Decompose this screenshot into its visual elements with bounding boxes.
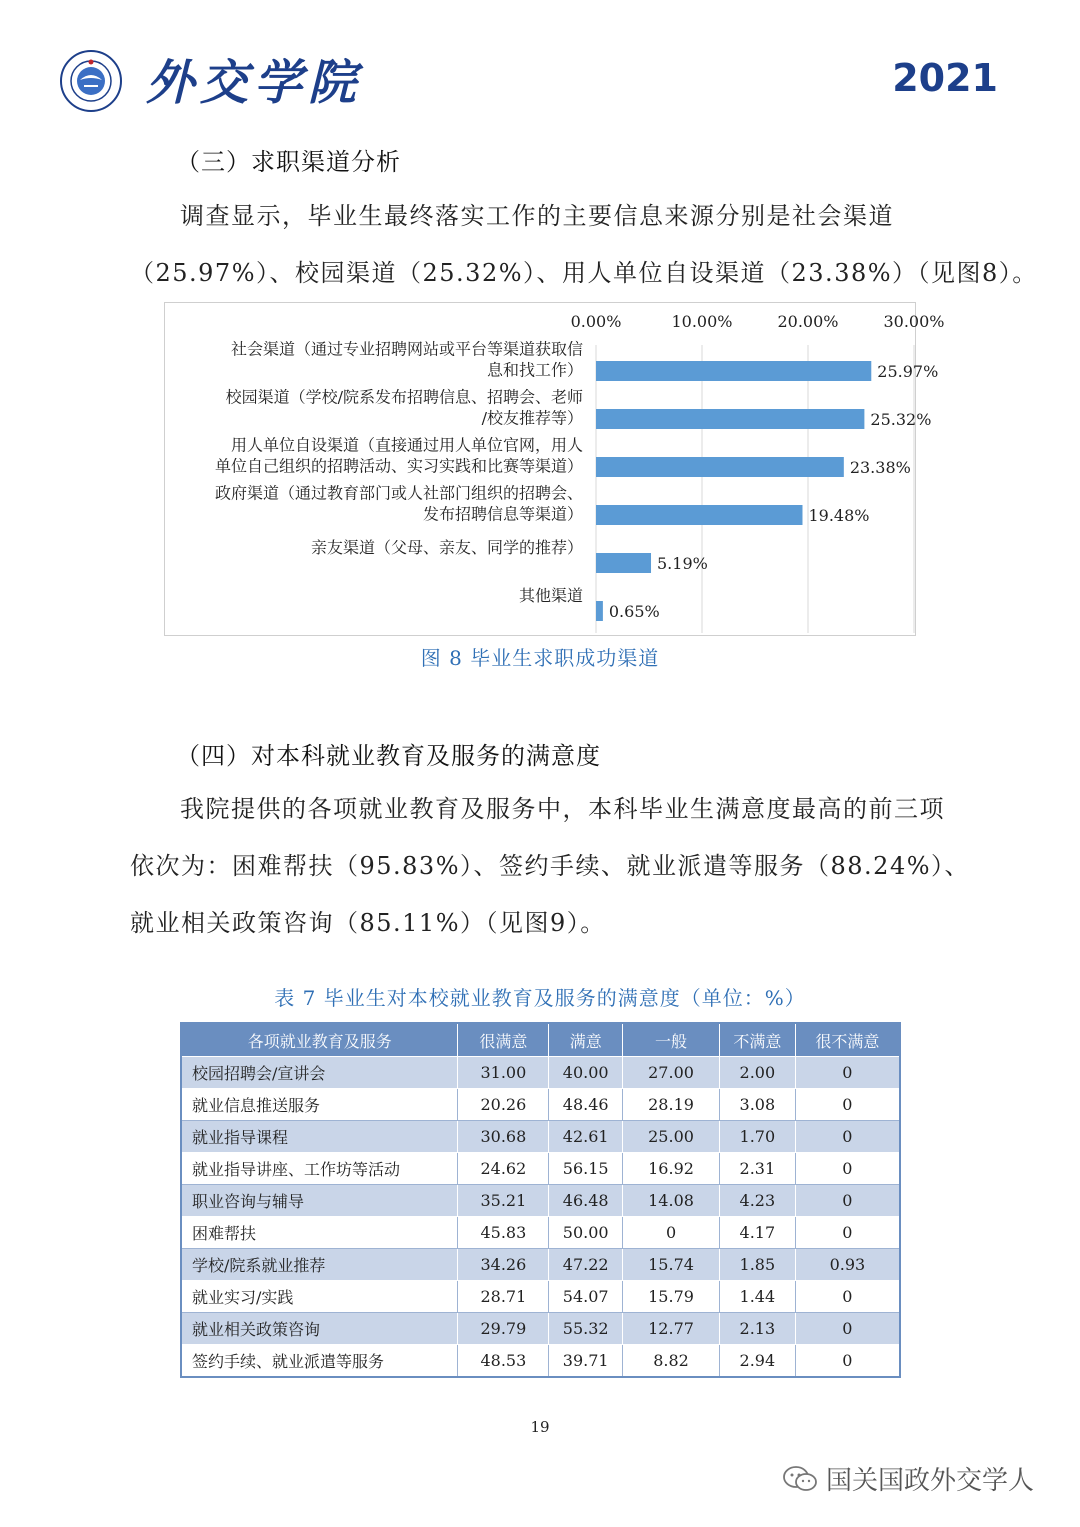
percentage-cell: 1.44: [719, 1281, 795, 1313]
percentage-cell: 0.93: [795, 1249, 900, 1281]
percentage-cell: 2.00: [719, 1057, 795, 1089]
service-name-cell: 校园招聘会/宣讲会: [181, 1057, 458, 1089]
percentage-cell: 39.71: [549, 1345, 623, 1378]
category-label: 社会渠道（通过专业招聘网站或平台等渠道获取信: [230, 339, 583, 359]
percentage-cell: 1.85: [719, 1249, 795, 1281]
bar: [596, 505, 802, 525]
table-row: [181, 1345, 900, 1378]
table-row: [181, 1281, 900, 1313]
percentage-cell: 0: [795, 1153, 900, 1185]
table-row: [181, 1057, 900, 1089]
percentage-cell: 2.94: [719, 1345, 795, 1378]
percentage-cell: 4.23: [719, 1185, 795, 1217]
percentage-cell: 0: [795, 1057, 900, 1089]
section4-paragraph: [130, 781, 971, 952]
service-name-cell: 签约手续、就业派遣等服务: [181, 1345, 458, 1378]
service-name-cell: 就业信息推送服务: [181, 1089, 458, 1121]
category-label: 其他渠道: [518, 586, 583, 605]
table-body: [181, 1057, 900, 1378]
percentage-cell: 48.53: [458, 1345, 549, 1378]
category-label: 发布招聘信息等渠道）: [422, 504, 583, 524]
university-brand: 外交学院: [146, 55, 363, 111]
percentage-cell: 46.48: [549, 1185, 623, 1217]
wechat-watermark: [782, 1460, 1034, 1497]
page-number: 19: [530, 1418, 550, 1436]
table-header-cell: 不满意: [719, 1023, 795, 1057]
percentage-cell: 15.79: [623, 1281, 720, 1313]
figure-8-caption: 图 8 毕业生求职成功渠道: [420, 646, 660, 670]
channel-bar-chart: [164, 302, 945, 636]
table-header-cell: 各项就业教育及服务: [181, 1023, 458, 1057]
table-header-cell: 一般: [623, 1023, 720, 1057]
percentage-cell: 15.74: [623, 1249, 720, 1281]
data-label: 5.19%: [657, 554, 708, 573]
university-seal-icon: [60, 50, 122, 112]
bar: [596, 409, 864, 429]
percentage-cell: 28.71: [458, 1281, 549, 1313]
percentage-cell: 16.92: [623, 1153, 720, 1185]
percentage-cell: 30.68: [458, 1121, 549, 1153]
percentage-cell: 4.17: [719, 1217, 795, 1249]
table-row: [181, 1153, 900, 1185]
data-label: 0.65%: [608, 602, 660, 621]
service-name-cell: 就业指导讲座、工作坊等活动: [181, 1153, 458, 1185]
bar: [596, 457, 844, 477]
chart-svg: [165, 303, 945, 637]
percentage-cell: 20.26: [458, 1089, 549, 1121]
table-header-cell: 很不满意: [795, 1023, 900, 1057]
table-row: [181, 1313, 900, 1345]
table-row: [181, 1121, 900, 1153]
percentage-cell: 28.19: [623, 1089, 720, 1121]
x-tick-label: 0.00%: [570, 312, 622, 331]
percentage-cell: 54.07: [549, 1281, 623, 1313]
percentage-cell: 45.83: [458, 1217, 549, 1249]
percentage-cell: 35.21: [458, 1185, 549, 1217]
data-label: 25.32%: [870, 410, 932, 429]
service-name-cell: 困难帮扶: [181, 1217, 458, 1249]
percentage-cell: 34.26: [458, 1249, 549, 1281]
table-row: [181, 1249, 900, 1281]
data-label: 23.38%: [849, 458, 911, 477]
percentage-cell: 55.32: [549, 1313, 623, 1345]
bar: [596, 601, 603, 621]
percentage-cell: 42.61: [549, 1121, 623, 1153]
section-heading-channels: （三）求职渠道分析: [176, 148, 401, 176]
category-label: 息和找工作）: [486, 360, 583, 380]
table-row: [181, 1089, 900, 1121]
percentage-cell: 24.62: [458, 1153, 549, 1185]
paragraph-line: 就业相关政策咨询（85.11%）（见图9）。: [130, 909, 606, 937]
percentage-cell: 0: [795, 1345, 900, 1378]
service-name-cell: 职业咨询与辅导: [181, 1185, 458, 1217]
percentage-cell: 0: [623, 1217, 720, 1249]
category-label: 用人单位自设渠道（直接通过用人单位官网，用人: [230, 435, 583, 455]
satisfaction-table: [180, 1022, 901, 1378]
percentage-cell: 27.00: [623, 1057, 720, 1089]
paragraph-line: （25.97%）、校园渠道（25.32%）、用人单位自设渠道（23.38%）（见图8）。: [130, 259, 1038, 287]
percentage-cell: 50.00: [549, 1217, 623, 1249]
bar: [596, 553, 651, 573]
percentage-cell: 31.00: [458, 1057, 549, 1089]
percentage-cell: 0: [795, 1281, 900, 1313]
percentage-cell: 25.00: [623, 1121, 720, 1153]
percentage-cell: 0: [795, 1089, 900, 1121]
percentage-cell: 0: [795, 1217, 900, 1249]
category-label: 单位自己组织的招聘活动、实习实践和比赛等渠道）: [214, 456, 583, 476]
service-name-cell: 就业指导课程: [181, 1121, 458, 1153]
table-header-cell: 很满意: [458, 1023, 549, 1057]
section-heading-satisfaction: （四）对本科就业教育及服务的满意度: [176, 742, 601, 770]
category-label: /校友推荐等）: [481, 408, 583, 428]
x-tick-label: 20.00%: [777, 312, 839, 331]
bar: [596, 361, 871, 381]
category-label: 亲友渠道（父母、亲友、同学的推荐）: [310, 538, 583, 557]
x-tick-label: 10.00%: [671, 312, 733, 331]
paragraph-line: 调查显示，毕业生最终落实工作的主要信息来源分别是社会渠道: [180, 202, 894, 230]
table-7-caption: 表 7 毕业生对本校就业教育及服务的满意度（单位：%）: [274, 986, 806, 1010]
section3-paragraph: [130, 188, 1038, 302]
percentage-cell: 0: [795, 1121, 900, 1153]
report-year: 2021: [892, 56, 998, 100]
data-label: 19.48%: [808, 506, 870, 525]
percentage-cell: 0: [795, 1313, 900, 1345]
paragraph-line: 我院提供的各项就业教育及服务中，本科毕业生满意度最高的前三项: [180, 795, 945, 823]
percentage-cell: 0: [795, 1185, 900, 1217]
table-header-cell: 满意: [549, 1023, 623, 1057]
watermark-text: 国关国政外交学人: [826, 1466, 1035, 1496]
wechat-icon: [782, 1465, 818, 1493]
percentage-cell: 29.79: [458, 1313, 549, 1345]
table-row: [181, 1217, 900, 1249]
service-name-cell: 就业实习/实践: [181, 1281, 458, 1313]
percentage-cell: 47.22: [549, 1249, 623, 1281]
percentage-cell: 14.08: [623, 1185, 720, 1217]
x-tick-label: 30.00%: [883, 312, 945, 331]
percentage-cell: 40.00: [549, 1057, 623, 1089]
table-row: [181, 1185, 900, 1217]
percentage-cell: 56.15: [549, 1153, 623, 1185]
percentage-cell: 48.46: [549, 1089, 623, 1121]
percentage-cell: 12.77: [623, 1313, 720, 1345]
data-label: 25.97%: [877, 362, 939, 381]
service-name-cell: 学校/院系就业推荐: [181, 1249, 458, 1281]
percentage-cell: 2.31: [719, 1153, 795, 1185]
category-label: 校园渠道（学校/院系发布招聘信息、招聘会、老师: [225, 387, 583, 407]
service-name-cell: 就业相关政策咨询: [181, 1313, 458, 1345]
percentage-cell: 8.82: [623, 1345, 720, 1378]
percentage-cell: 3.08: [719, 1089, 795, 1121]
table-header-row: [181, 1023, 900, 1057]
category-label: 政府渠道（通过教育部门或人社部门组织的招聘会、: [214, 483, 583, 503]
page-header: [0, 0, 1080, 120]
paragraph-line: 依次为：困难帮扶（95.83%）、签约手续、就业派遣等服务（88.24%）、: [130, 852, 971, 880]
percentage-cell: 2.13: [719, 1313, 795, 1345]
percentage-cell: 1.70: [719, 1121, 795, 1153]
